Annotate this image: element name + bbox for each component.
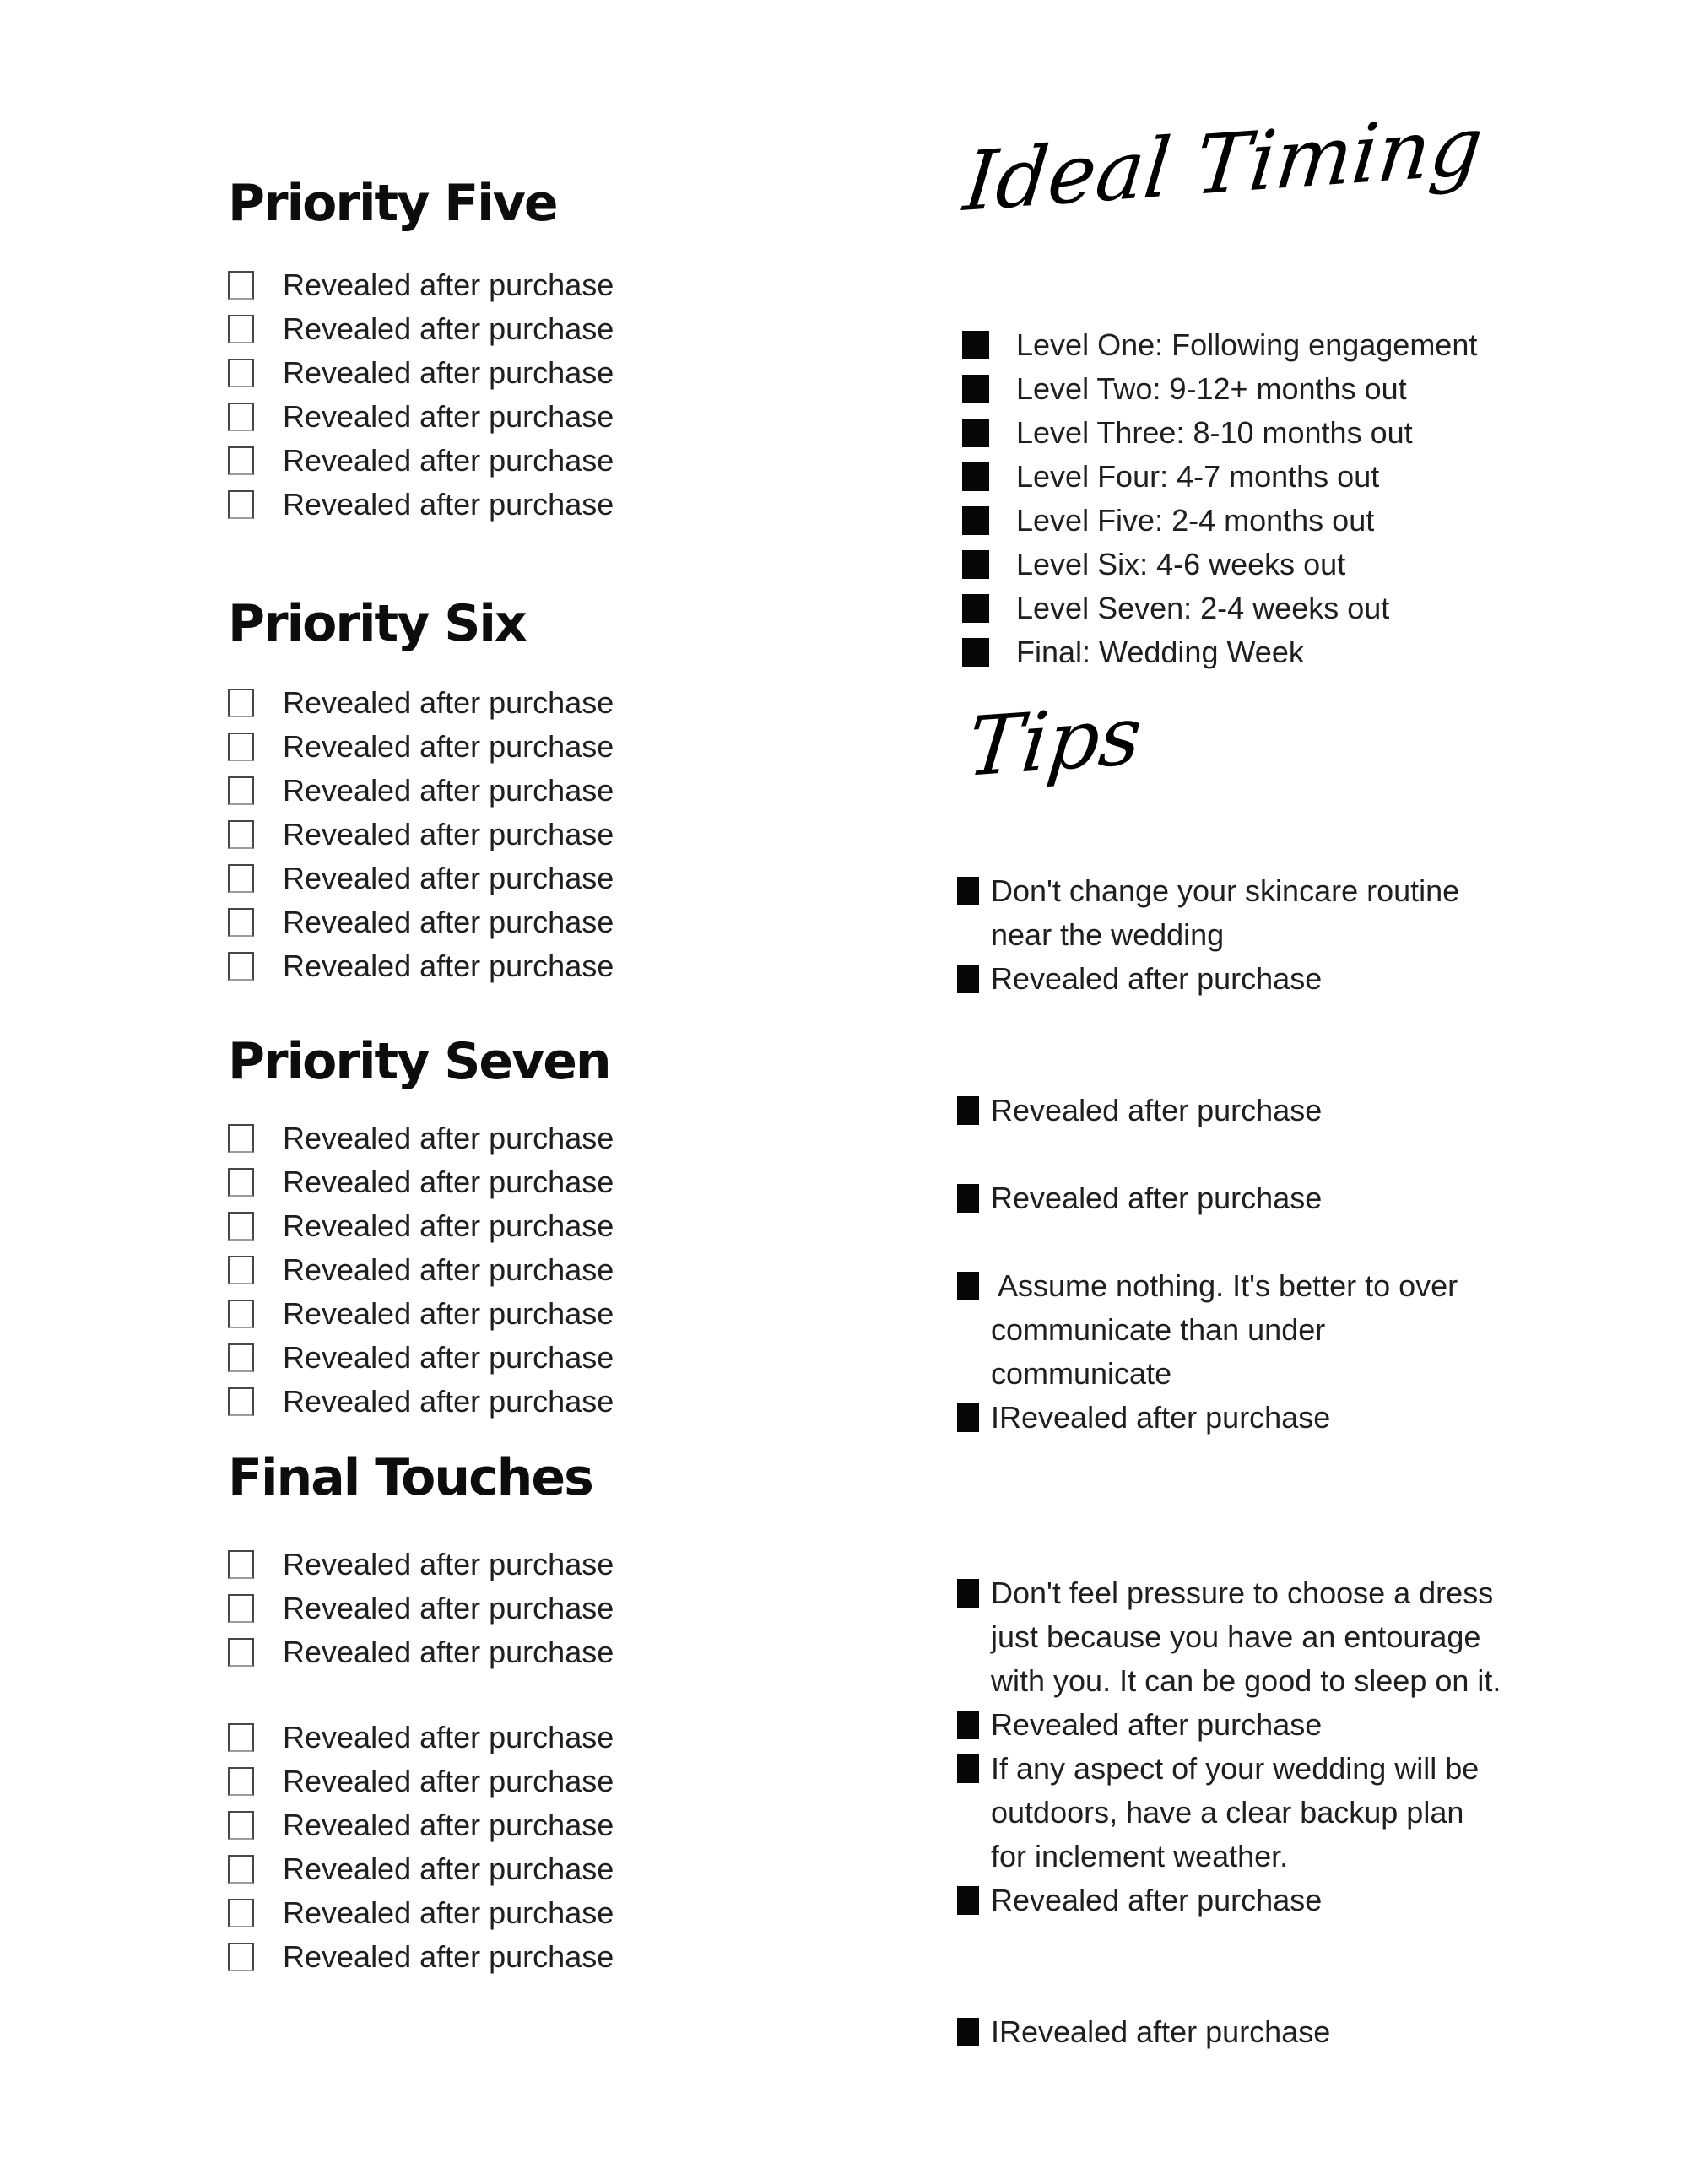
checklist-item-label: Revealed after purchase bbox=[283, 905, 614, 939]
checklist-item bbox=[228, 1803, 614, 1847]
checklist-item bbox=[228, 1292, 614, 1336]
checklist-item bbox=[228, 263, 614, 307]
checkbox-icon bbox=[228, 490, 254, 519]
tips-list bbox=[957, 869, 1632, 2054]
tip-line: communicate bbox=[991, 1356, 1172, 1391]
timing-item bbox=[962, 499, 1477, 543]
tip-item bbox=[957, 1264, 1632, 1396]
checklist-item bbox=[228, 1716, 614, 1760]
checkbox-icon bbox=[228, 403, 254, 431]
tip-line: Assume nothing. It's better to over bbox=[991, 1268, 1458, 1303]
checklist-item-label: Revealed after purchase bbox=[283, 443, 614, 478]
checklist-item-label: Revealed after purchase bbox=[283, 1635, 614, 1669]
tip-line: Revealed after purchase bbox=[991, 1093, 1323, 1127]
timing-item-label: Final: Wedding Week bbox=[1016, 635, 1304, 669]
checklist-item bbox=[228, 395, 614, 439]
checklist-item bbox=[228, 725, 614, 769]
checklist-item-label: Revealed after purchase bbox=[283, 1808, 614, 1842]
bullet-square-icon bbox=[957, 1711, 979, 1739]
timing-item-label: Level Seven: 2-4 weeks out bbox=[1016, 591, 1390, 625]
checklist-item-label: Revealed after purchase bbox=[283, 487, 614, 522]
tip-line: just because you have an entourage bbox=[991, 1619, 1481, 1654]
timing-item-label: Level Six: 4-6 weeks out bbox=[1016, 547, 1346, 581]
tip-line: If any aspect of your wedding will be bbox=[991, 1751, 1480, 1786]
script-heading-ideal-timing: Ideal Timing bbox=[960, 98, 1487, 230]
checklist-item-label: Revealed after purchase bbox=[283, 729, 614, 764]
tip-item bbox=[957, 869, 1632, 957]
ideal-timing-list bbox=[962, 323, 1477, 674]
checklist-item bbox=[228, 1204, 614, 1248]
tip-line: near the wedding bbox=[991, 917, 1225, 952]
bullet-square-icon bbox=[962, 331, 989, 359]
checklist-item bbox=[228, 307, 614, 351]
section-title-priority-seven: Priority Seven bbox=[228, 1032, 610, 1091]
checkbox-icon bbox=[228, 733, 254, 761]
tip-item bbox=[957, 1089, 1632, 1133]
checklist-item-label: Revealed after purchase bbox=[283, 1591, 614, 1625]
final-touches-checklist-group1 bbox=[228, 1543, 614, 1674]
bullet-square-icon bbox=[962, 550, 989, 579]
timing-item bbox=[962, 543, 1477, 587]
section-title-priority-five: Priority Five bbox=[228, 174, 557, 233]
checklist-item-label: Revealed after purchase bbox=[283, 773, 614, 808]
checkbox-icon bbox=[228, 776, 254, 805]
tip-line: IRevealed after purchase bbox=[991, 2014, 1331, 2049]
timing-item-label: Level Four: 4-7 months out bbox=[1016, 459, 1380, 494]
bullet-square-icon bbox=[962, 594, 989, 623]
checklist-item-label: Revealed after purchase bbox=[283, 949, 614, 983]
tip-line: for inclement weather. bbox=[991, 1839, 1289, 1873]
tip-item bbox=[957, 1747, 1632, 1879]
tip-item bbox=[957, 2010, 1632, 2054]
checklist-item bbox=[228, 857, 614, 900]
checkbox-icon bbox=[228, 271, 254, 300]
timing-item-label: Level Five: 2-4 months out bbox=[1016, 503, 1375, 538]
script-heading-tips: Tips bbox=[963, 687, 1146, 796]
timing-item bbox=[962, 587, 1477, 630]
checklist-item bbox=[228, 1380, 614, 1424]
bullet-square-icon bbox=[957, 1184, 979, 1213]
checklist-item-label: Revealed after purchase bbox=[283, 311, 614, 346]
checklist-item-label: Revealed after purchase bbox=[283, 685, 614, 720]
checkbox-icon bbox=[228, 820, 254, 849]
checklist-item-label: Revealed after purchase bbox=[283, 1939, 614, 1974]
bullet-square-icon bbox=[962, 419, 989, 447]
checklist-item bbox=[228, 1630, 614, 1674]
tip-line: outdoors, have a clear backup plan bbox=[991, 1795, 1464, 1830]
checkbox-icon bbox=[228, 1550, 254, 1579]
checklist-item bbox=[228, 1116, 614, 1160]
checklist-item bbox=[228, 681, 614, 725]
checkbox-icon bbox=[228, 864, 254, 893]
tip-line: Revealed after purchase bbox=[991, 1707, 1323, 1742]
tip-item bbox=[957, 1571, 1632, 1703]
bullet-square-icon bbox=[957, 1272, 979, 1300]
checklist-item-label: Revealed after purchase bbox=[283, 268, 614, 302]
checklist-item bbox=[228, 769, 614, 813]
checklist-item-label: Revealed after purchase bbox=[283, 1895, 614, 1930]
checklist-item bbox=[228, 351, 614, 395]
bullet-square-icon bbox=[957, 1754, 979, 1783]
tip-item bbox=[957, 1879, 1632, 1922]
checkbox-icon bbox=[228, 1855, 254, 1884]
tip-line: Don't feel pressure to choose a dress bbox=[991, 1576, 1494, 1610]
bullet-square-icon bbox=[957, 1403, 979, 1432]
tip-line: with you. It can be good to sleep on it. bbox=[991, 1663, 1501, 1698]
checkbox-icon bbox=[228, 1387, 254, 1416]
checklist-item bbox=[228, 813, 614, 857]
tip-item bbox=[957, 1176, 1632, 1220]
checklist-item bbox=[228, 1543, 614, 1587]
checkbox-icon bbox=[228, 1343, 254, 1372]
timing-item bbox=[962, 323, 1477, 367]
timing-item-label: Level One: Following engagement bbox=[1016, 327, 1478, 362]
checklist-item bbox=[228, 1587, 614, 1630]
checklist-item bbox=[228, 439, 614, 483]
checklist-item-label: Revealed after purchase bbox=[283, 1720, 614, 1754]
checkbox-icon bbox=[228, 1767, 254, 1796]
section-title-final-touches: Final Touches bbox=[228, 1448, 592, 1507]
checkbox-icon bbox=[228, 1124, 254, 1153]
checklist-item bbox=[228, 1891, 614, 1935]
bullet-square-icon bbox=[957, 2018, 979, 2046]
checklist-item-label: Revealed after purchase bbox=[283, 1852, 614, 1886]
tip-line: Revealed after purchase bbox=[991, 1181, 1323, 1215]
checkbox-icon bbox=[228, 1212, 254, 1241]
checkbox-icon bbox=[228, 689, 254, 717]
priority-six-checklist bbox=[228, 681, 614, 988]
timing-item bbox=[962, 367, 1477, 411]
checklist-item-label: Revealed after purchase bbox=[283, 1121, 614, 1155]
checklist-item-label: Revealed after purchase bbox=[283, 1252, 614, 1287]
checklist-item-label: Revealed after purchase bbox=[283, 1384, 614, 1419]
checkbox-icon bbox=[228, 315, 254, 343]
bullet-square-icon bbox=[957, 1579, 979, 1608]
checkbox-icon bbox=[228, 446, 254, 475]
checklist-item bbox=[228, 1935, 614, 1979]
checkbox-icon bbox=[228, 908, 254, 937]
final-touches-checklist-group2 bbox=[228, 1716, 614, 1979]
tip-item bbox=[957, 1396, 1632, 1440]
tip-line: Revealed after purchase bbox=[991, 961, 1323, 996]
timing-item bbox=[962, 411, 1477, 455]
checklist-item-label: Revealed after purchase bbox=[283, 1165, 614, 1199]
bullet-square-icon bbox=[957, 1886, 979, 1915]
checkbox-icon bbox=[228, 1811, 254, 1840]
checklist-item bbox=[228, 1336, 614, 1380]
checklist-item bbox=[228, 483, 614, 527]
checklist-item-label: Revealed after purchase bbox=[283, 399, 614, 434]
bullet-square-icon bbox=[957, 877, 979, 905]
bullet-square-icon bbox=[957, 965, 979, 993]
timing-item-label: Level Three: 8-10 months out bbox=[1016, 415, 1413, 450]
tip-line: Revealed after purchase bbox=[991, 1883, 1323, 1917]
checklist-item-label: Revealed after purchase bbox=[283, 1208, 614, 1243]
tip-line: Don't change your skincare routine bbox=[991, 873, 1460, 908]
checkbox-icon bbox=[228, 1168, 254, 1197]
bullet-square-icon bbox=[962, 638, 989, 667]
checkbox-icon bbox=[228, 1899, 254, 1927]
bullet-square-icon bbox=[957, 1096, 979, 1125]
checklist-item bbox=[228, 1248, 614, 1292]
checklist-item bbox=[228, 1760, 614, 1803]
bullet-square-icon bbox=[962, 506, 989, 535]
checkbox-icon bbox=[228, 1594, 254, 1623]
checkbox-icon bbox=[228, 359, 254, 387]
timing-item bbox=[962, 630, 1477, 674]
bullet-square-icon bbox=[962, 462, 989, 491]
checklist-item-label: Revealed after purchase bbox=[283, 1547, 614, 1581]
priority-five-checklist bbox=[228, 263, 614, 527]
checkbox-icon bbox=[228, 952, 254, 981]
checklist-item bbox=[228, 1847, 614, 1891]
checkbox-icon bbox=[228, 1300, 254, 1328]
bullet-square-icon bbox=[962, 375, 989, 403]
tip-line: communicate than under bbox=[991, 1312, 1326, 1347]
section-title-priority-six: Priority Six bbox=[228, 594, 526, 653]
checklist-item bbox=[228, 944, 614, 988]
checklist-item bbox=[228, 1160, 614, 1204]
checkbox-icon bbox=[228, 1943, 254, 1971]
tip-line: IRevealed after purchase bbox=[991, 1400, 1331, 1435]
tip-item bbox=[957, 957, 1632, 1001]
tip-item bbox=[957, 1703, 1632, 1747]
checklist-item-label: Revealed after purchase bbox=[283, 355, 614, 390]
priority-seven-checklist bbox=[228, 1116, 614, 1424]
timing-item-label: Level Two: 9-12+ months out bbox=[1016, 371, 1407, 406]
checkbox-icon bbox=[228, 1256, 254, 1284]
checklist-item-label: Revealed after purchase bbox=[283, 1764, 614, 1798]
checklist-item bbox=[228, 900, 614, 944]
checklist-item-label: Revealed after purchase bbox=[283, 817, 614, 851]
checkbox-icon bbox=[228, 1638, 254, 1667]
timing-item bbox=[962, 455, 1477, 499]
checklist-item-label: Revealed after purchase bbox=[283, 1296, 614, 1331]
checklist-item-label: Revealed after purchase bbox=[283, 861, 614, 895]
checkbox-icon bbox=[228, 1723, 254, 1752]
checklist-item-label: Revealed after purchase bbox=[283, 1340, 614, 1375]
